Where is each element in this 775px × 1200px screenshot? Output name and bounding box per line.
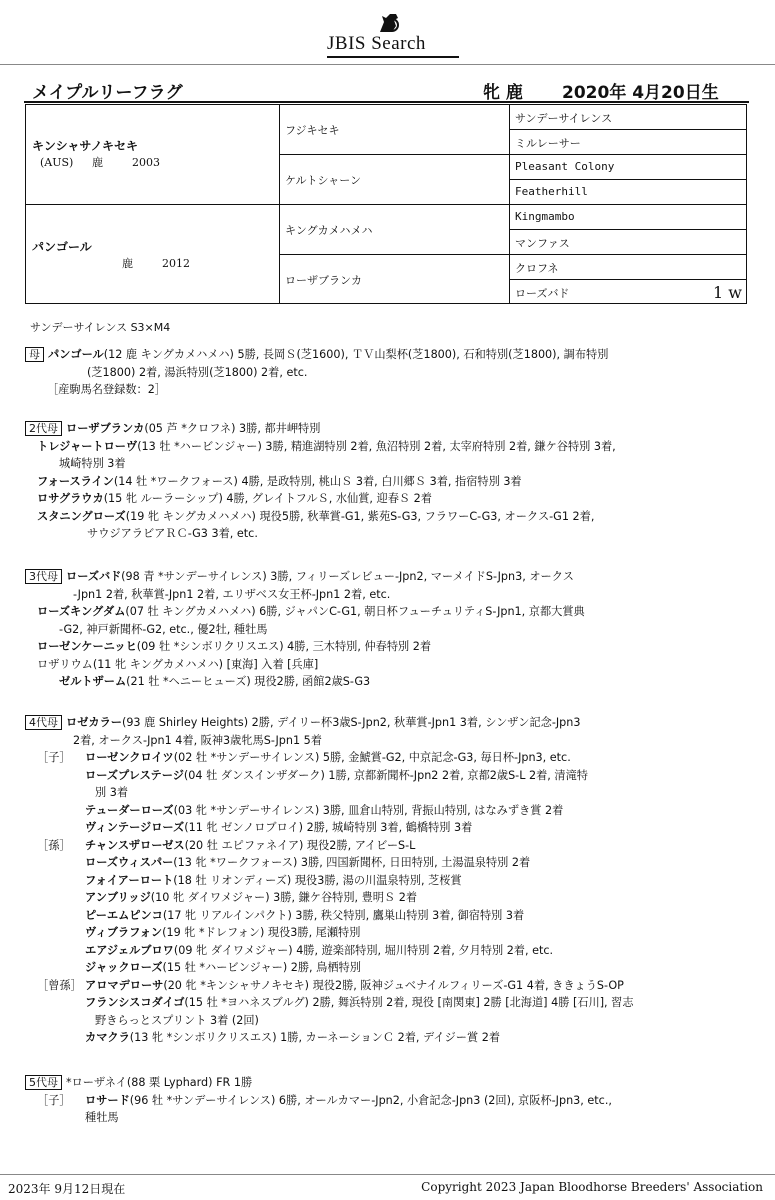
pedigree-sire-dam[interactable]: ケルトシャーン (285, 174, 362, 187)
entry-name[interactable]: ロサグラウカ (37, 492, 104, 505)
entry-text: -G2, 神戸新聞杯-G2, etc., 優2牡, 種牡馬 (59, 622, 268, 636)
entry-text: (19 牝 *ドレフォン) 現役3勝, 尾瀬特別 (162, 926, 361, 939)
pedigree-g3-7[interactable]: クロフネ (515, 262, 559, 275)
dam-section-text: (12 鹿 キングカメハメハ) 5勝, 長岡Ｓ(芝1600), ＴＶ山梨杯(芝1800), 石和特別(芝1800), 調布特別 (103, 348, 609, 361)
entry-name[interactable]: アロマデローサ (85, 978, 164, 992)
pedigree-g3-2[interactable]: ミルレーサー (515, 137, 581, 150)
entry-name[interactable]: ローズバド (66, 570, 122, 583)
entry-text: (04 牡 ダンスインザダーク) 1勝, 京都新聞杯-Jpn2 2着, 京都2歳S-L 2着, 清滝特 (183, 768, 588, 782)
entry-name[interactable]: ローズプレステージ (85, 768, 184, 782)
pedigree-dam-dam[interactable]: ローザブランカ (285, 274, 362, 287)
entry-text: サウジアラビアＲＣ-G3 3着, etc. (87, 527, 258, 540)
entry-name[interactable]: *ローザネイ (66, 1076, 127, 1089)
entry-text: (17 牝 リアルインパクト) 3勝, 秩父特別, 鷹巣山特別 3着, 御宿特別 3着 (162, 908, 525, 922)
entry-name[interactable]: フォイアーロート (85, 873, 174, 887)
horse-sex-color: 牝 鹿 (483, 83, 523, 103)
entry-name[interactable]: ロゼカラー (66, 716, 122, 729)
footer-copyright: Copyright 2023 Japan Bloodhorse Breeders' Association (421, 1180, 763, 1194)
pedigree-dam[interactable] (32, 238, 272, 271)
gen-tag-dam: 母 (25, 347, 44, 362)
pedigree-g3-3[interactable]: Pleasant Colony (515, 160, 615, 173)
entry-text: (20 牝 *キンシャサノキセキ) 現役2勝, 阪神ジュベナイルフィリーズ-G1 4着, ききょうS-OP (163, 978, 624, 992)
pedigree-table (25, 104, 747, 304)
second-dam-section (25, 420, 755, 543)
horse-name: メイプルリーフラグ (32, 83, 183, 103)
relation-label: ［孫］ (37, 838, 71, 852)
header-divider (0, 64, 775, 65)
entry-text: (93 鹿 Shirley Heights) 2勝, デイリー杯3歳S-Jpn2, 秋華賞-Jpn1 3着, シンザン記念-Jpn3 (121, 716, 581, 729)
entry-name[interactable]: ローゼンケーニッヒ (37, 640, 137, 653)
dam-section-name[interactable]: パンゴール (48, 348, 104, 361)
fourth-dam-section (25, 714, 755, 1047)
entry-text: (02 牡 *サンデーサイレンス) 5勝, 金鯱賞-G2, 中京記念-G3, 毎日杯-Jpn3, etc. (173, 751, 571, 764)
gen-tag-3rd-dam: 3代母 (25, 569, 62, 584)
horse-title-row (32, 78, 745, 102)
entry-name[interactable]: フランシスコダイゴ (85, 996, 185, 1009)
pedigree-dam-sire[interactable]: キングカメハメハ (285, 224, 373, 237)
entry-text: (18 牡 リオンディーズ) 現役3勝, 湯の川温泉特別, 芝桜賞 (173, 873, 462, 887)
jbis-logo[interactable] (327, 24, 459, 58)
entry-name[interactable]: ローズウィスパー (85, 856, 174, 869)
third-dam-section (25, 568, 755, 691)
pedigree-g3-4[interactable]: Featherhill (515, 185, 588, 198)
entry-name[interactable]: ヴィブラフォン (85, 926, 163, 939)
inbreeding-note: サンデーサイレンス S3×M4 (30, 321, 171, 334)
entry-text: (10 牝 ダイワメジャー) 3勝, 鎌ケ谷特別, 豊明Ｓ 2着 (150, 891, 418, 904)
horse-birth-date: 2020年 4月20日生 (562, 83, 719, 103)
footer-divider (0, 1174, 775, 1175)
sire-details: (AUS) 鹿 2003 (40, 156, 160, 169)
title-rule (24, 101, 749, 103)
logo-text: JBIS Search (327, 33, 426, 54)
entry-text: 種牡馬 (85, 1111, 119, 1124)
entry-name[interactable]: チャンスザローゼス (85, 838, 185, 852)
entry-name[interactable]: ローゼンクロイツ (85, 751, 174, 764)
footer-date: 2023年 9月12日現在 (8, 1182, 126, 1196)
sire-name: キンシャサノキセキ (32, 139, 139, 153)
entry-name[interactable]: フォースライン (37, 474, 114, 488)
entry-text: (20 牡 エピファネイア) 現役2勝, アイビーS-L (184, 838, 416, 852)
dam-name: パンゴール (32, 240, 92, 254)
entry-name[interactable]: エアジェルブロワ (85, 943, 174, 957)
entry-text: (15 牡 *ヨハネスブルグ) 2勝, 舞浜特別 2着, 現役 [南関東] 2勝 [北海道] 4勝 [石川], 習志 (184, 996, 634, 1009)
entry-text: (11 牝 ゼンノロブロイ) 2勝, 城崎特別 3着, 鶴橋特別 3着 (184, 821, 473, 834)
entry-text: (13 牝 *ワークフォース) 3勝, 四国新聞杯, 日田特別, 土湯温泉特別 2着 (173, 856, 531, 869)
entry-text: (11 牝 キングカメハメハ) [東海] 入着 [兵庫] (92, 657, 319, 671)
entry-text: (03 牝 *サンデーサイレンス) 3勝, 皿倉山特別, 背振山特別, はなみずき賞 2着 (173, 803, 564, 817)
entry-text: -Jpn1 2着, 秋華賞-Jpn1 2着, エリザベス女王杯-Jpn1 2着, etc. (73, 587, 391, 601)
entry-text: (13 牝 *シンボリクリスエス) 1勝, カーネーションＣ 2着, デイジー賞 2着 (129, 1031, 501, 1044)
entry-text: 2着, オークス-Jpn1 4着, 阪神3歳牝馬S-Jpn1 5着 (73, 733, 322, 747)
entry-text: (09 牝 ダイワメジャー) 4勝, 遊楽部特別, 堀川特別 2着, 夕月特別 2着, etc. (173, 943, 554, 957)
entry-text: (14 牡 *ワークフォース) 4勝, 是政特別, 桃山Ｓ 3着, 白川郷Ｓ 3着, 指宿特別 3着 (113, 474, 522, 488)
dam-details: 鹿 2012 (122, 257, 190, 270)
entry-text: 城崎特別 3着 (59, 457, 126, 470)
entry-text: 別 3着 (95, 786, 129, 799)
relation-label: ［子］ (37, 1093, 71, 1107)
pedigree-g3-6[interactable]: マンファス (515, 237, 570, 250)
fifth-dam-section (25, 1074, 755, 1127)
win-mark: 1 w (713, 283, 742, 302)
entry-text: (07 牡 キングカメハメハ) 6勝, ジャパンC-G1, 朝日杯フューチュリティS-Jpn1, 京都大賞典 (125, 605, 585, 618)
pedigree-sire-sire[interactable]: フジキセキ (285, 124, 340, 137)
entry-name[interactable]: アンブリッジ (85, 891, 151, 904)
entry-text: (98 青 *サンデーサイレンス) 3勝, フィリーズレビュー-Jpn2, マーメイドS-Jpn3, オークス (121, 570, 574, 583)
entry-text: (09 牡 *シンボリクリスエス) 4勝, 三木特別, 仲春特別 2着 (136, 640, 432, 653)
entry-name[interactable]: ロサード (85, 1093, 130, 1107)
entry-text: 野きらっとスプリント 3着 (2回) (95, 1013, 259, 1027)
entry-text: (21 牡 *ヘニーヒューズ) 現役2勝, 函館2歳S-G3 (126, 675, 371, 688)
logo-underline (327, 56, 459, 58)
entry-name[interactable]: スタニングローズ (37, 509, 126, 523)
entry-text: (88 栗 Lyphard) FR 1勝 (126, 1076, 253, 1089)
entry-name[interactable]: カマクラ (85, 1031, 130, 1044)
pedigree-g3-1[interactable]: サンデーサイレンス (515, 112, 613, 125)
entry-name[interactable]: ピーエムピンコ (85, 908, 163, 922)
entry-name[interactable]: ローズキングダム (37, 605, 126, 618)
gen-tag-5th-dam: 5代母 (25, 1075, 62, 1090)
pedigree-g3-8[interactable]: ローズバド (515, 287, 570, 300)
entry-text: (05 芦 *クロフネ) 3勝, 都井岬特別 (144, 422, 321, 435)
entry-name[interactable]: ヴィンテージローズ (85, 821, 185, 834)
entry-name[interactable]: ロザリウム (37, 657, 93, 671)
dam-progeny-count: ［産駒馬名登録数：2］ (47, 383, 166, 396)
relation-label: ［曾孫］ (37, 978, 82, 992)
entry-text: (15 牡 *ハービンジャー) 2勝, 鳥栖特別 (162, 961, 361, 974)
entry-name[interactable]: ゼルトザーム (59, 675, 127, 688)
dam-section-text-cont: (芝1800) 2着, 湯浜特別(芝1800) 2着, etc. (87, 365, 308, 379)
entry-text: (13 牡 *ハービンジャー) 3勝, 精進湖特別 2着, 魚沼特別 2着, 太宰府特別 2着, 鎌ケ谷特別 3着, (137, 439, 616, 453)
entry-name[interactable]: トレジャートローヴ (37, 439, 138, 453)
entry-text: (15 牝 ルーラーシップ) 4勝, グレイトフルＳ, 水仙賞, 迎春Ｓ 2着 (103, 492, 432, 505)
gen-tag-4th-dam: 4代母 (25, 715, 62, 730)
entry-name[interactable]: ジャックローズ (85, 961, 163, 974)
entry-text: (96 牡 *サンデーサイレンス) 6勝, オールカマー-Jpn2, 小倉記念-Jpn3 (2回), 京阪杯-Jpn3, etc., (129, 1093, 612, 1107)
pedigree-g3-5[interactable]: Kingmambo (515, 210, 575, 223)
dam-section (25, 346, 755, 399)
pedigree-sire[interactable] (32, 137, 272, 170)
entry-name[interactable]: ローザブランカ (66, 422, 145, 435)
relation-label: ［子］ (37, 751, 71, 764)
entry-name[interactable]: テューダーローズ (85, 803, 174, 817)
entry-text: (19 牝 キングカメハメハ) 現役5勝, 秋華賞-G1, 紫苑S-G3, フラワーC-G3, オークス-G1 2着, (125, 509, 595, 523)
gen-tag-2nd-dam: 2代母 (25, 421, 62, 436)
